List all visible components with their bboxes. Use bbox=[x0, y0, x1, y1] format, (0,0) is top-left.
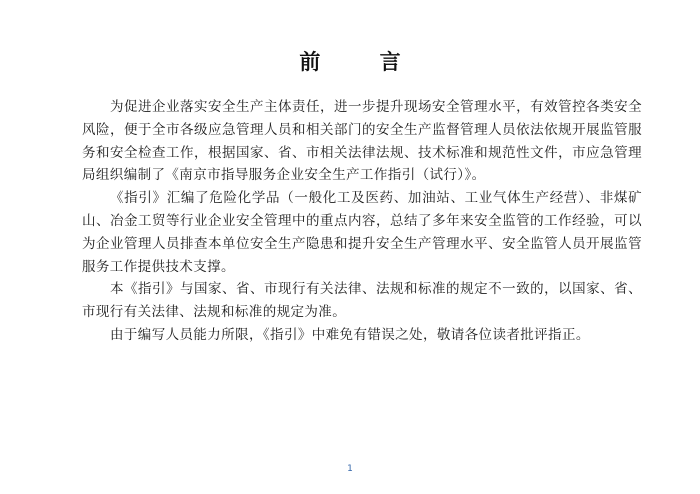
paragraph-1: 为促进企业落实安全生产主体责任，进一步提升现场安全管理水平，有效管控各类安全风险，便于全市各级应急管理人员和相关部门的安全生产监督管理人员依法依规开展监管服务和安全检查工作，根据国家、省、市相关法律法规、技术标准和规范性文件，市应急管理局组织编制了《南京市指导服务企业安全生产工作指引（试行）》。 bbox=[82, 99, 642, 184]
page-number: 1 bbox=[347, 464, 353, 474]
paragraph-4: 由于编写人员能力所限，《指引》中难免有错误之处，敬请各位读者批评指正。 bbox=[110, 326, 590, 343]
paragraph-2: 《指引》汇编了危险化学品（一般化工及医药、加油站、工业气体生产经营）、非煤矿山、冶金工贸等行业企业安全管理中的重点内容，总结了多年来安全监管的工作经验，可以为企业管理人员排查本单位安全生产隐患和提升安全生产管理水平、安全监管人员开展监管服务工作提供技术支撑。 bbox=[82, 190, 642, 275]
preface-body bbox=[82, 96, 642, 347]
page-title: 前 言 bbox=[299, 49, 427, 74]
paragraph-3: 本《指引》与国家、省、市现行有关法律、法规和标准的规定不一致的，以国家、省、市现行有关法律、法规和标准的规定为准。 bbox=[82, 281, 642, 321]
